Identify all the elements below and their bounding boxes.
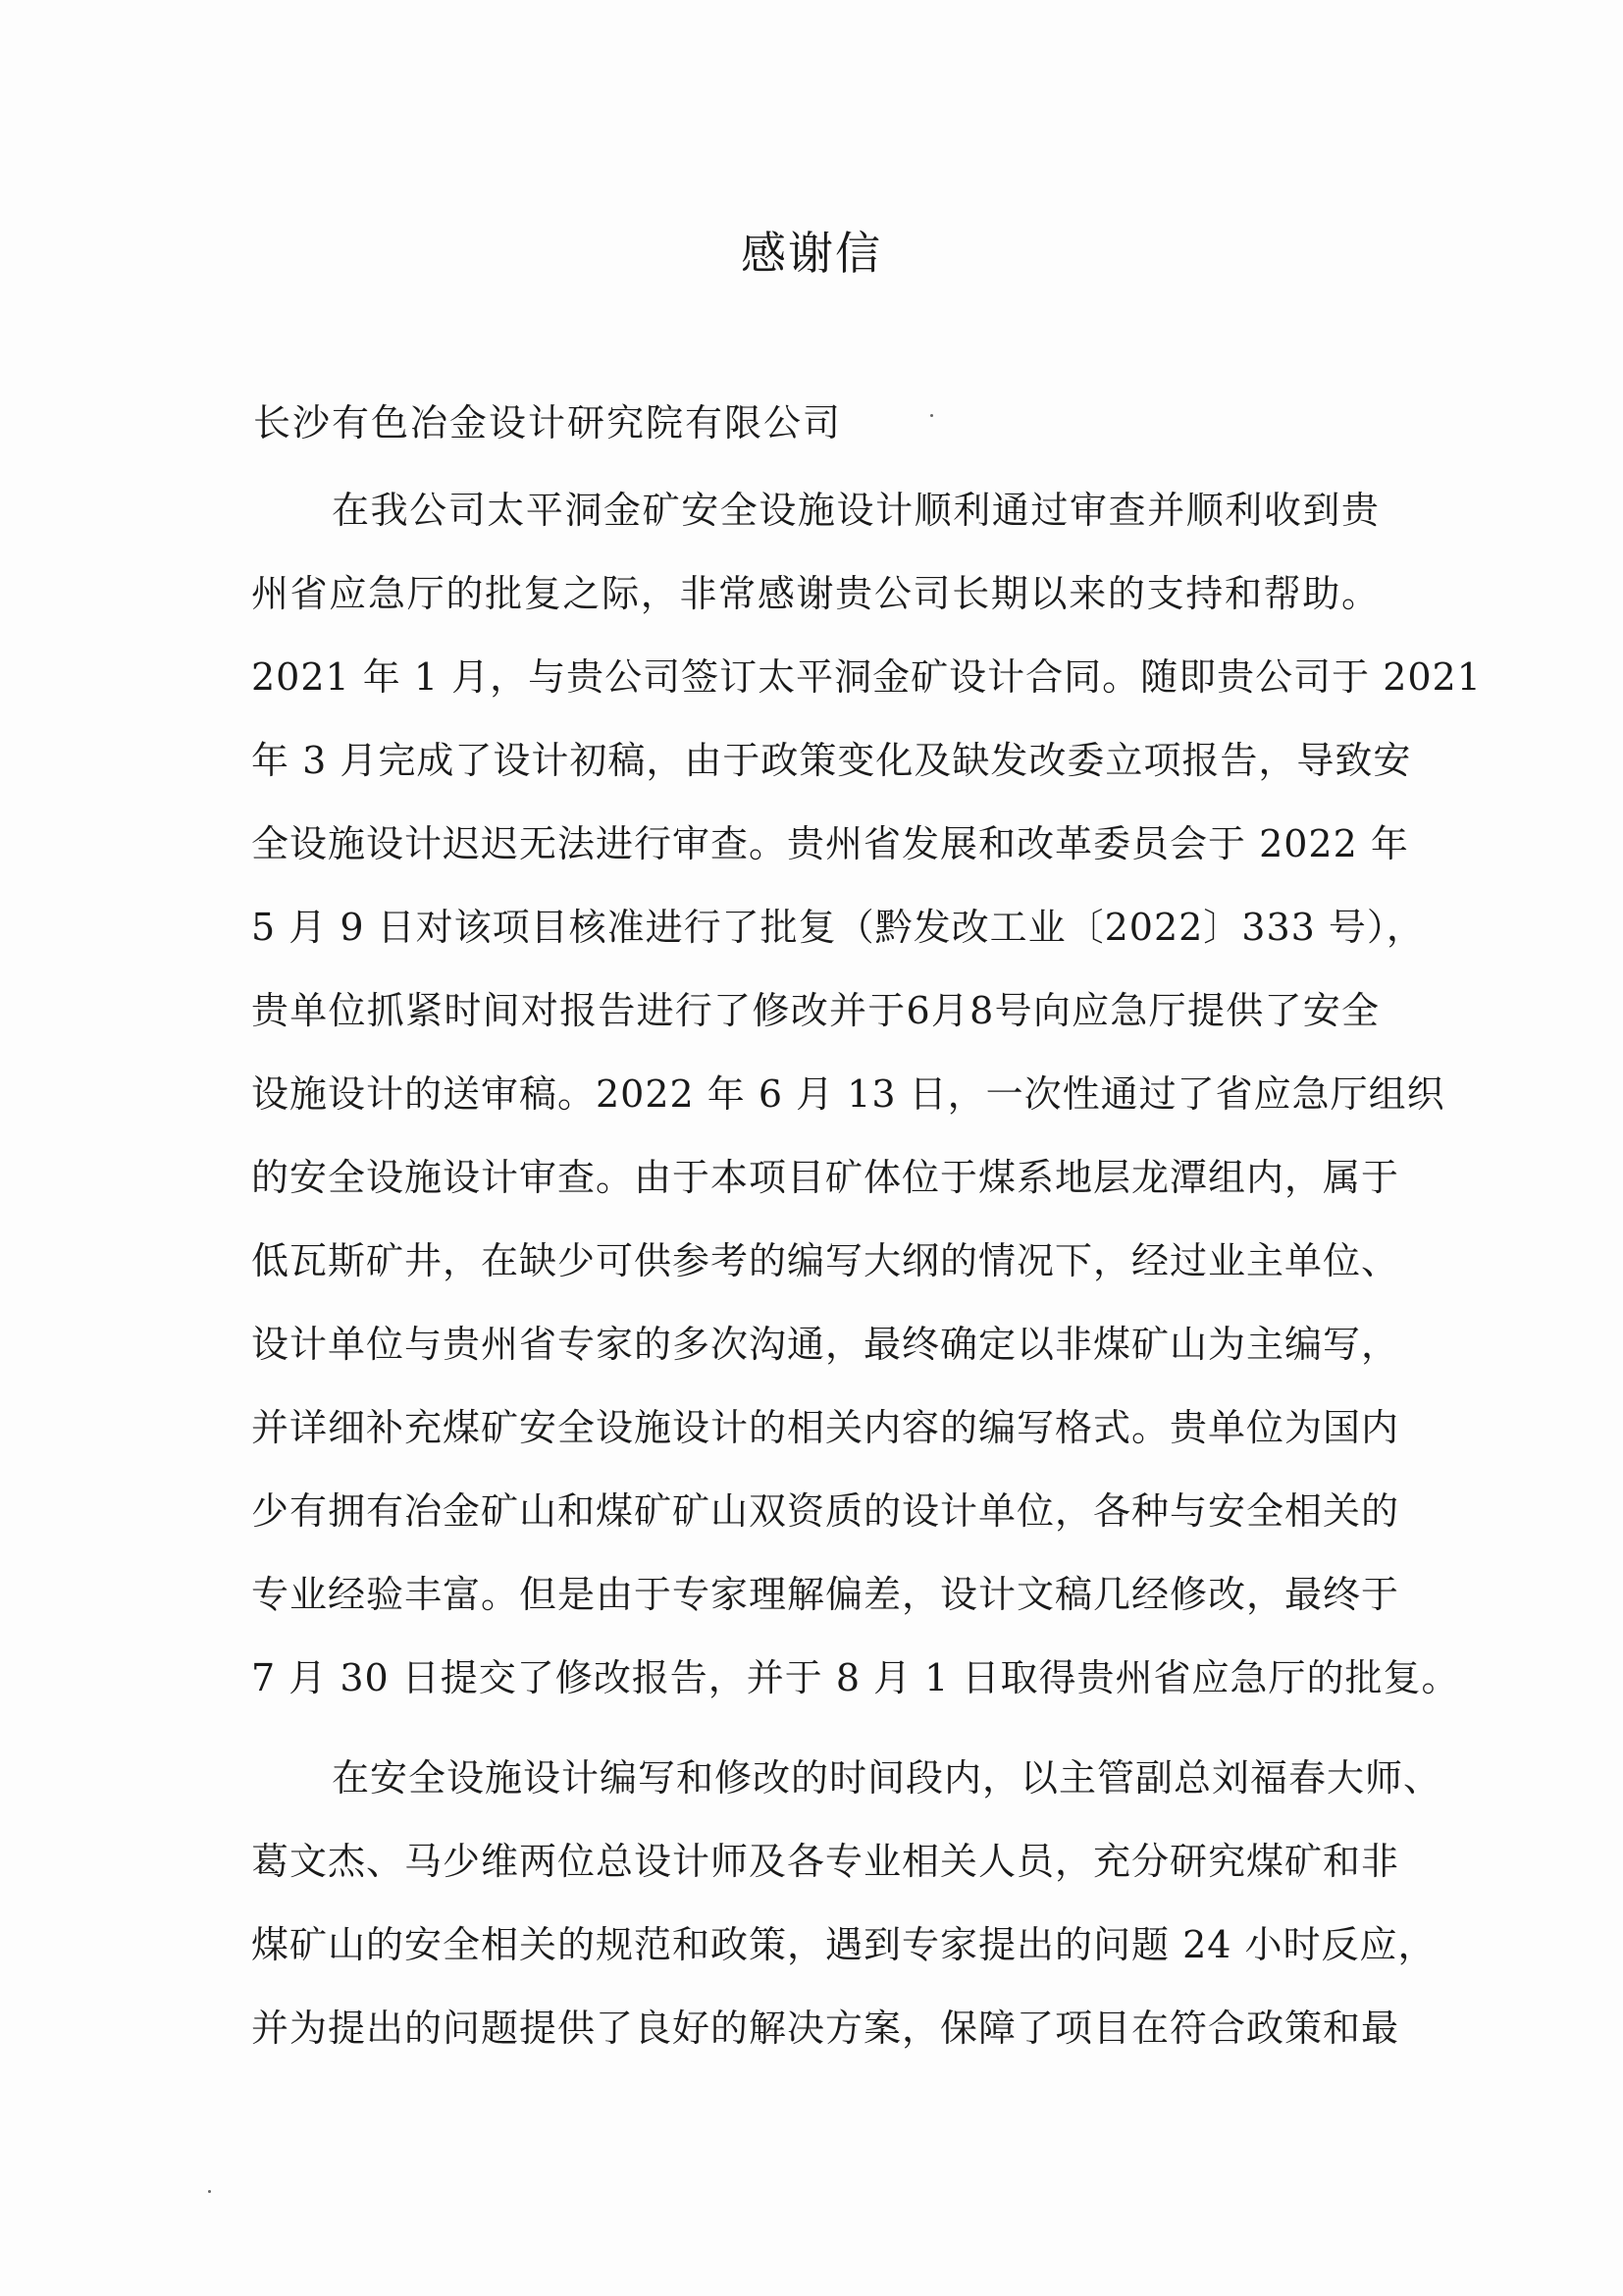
paragraph-line: 葛文杰、马少维两位总设计师及各专业相关人员，充分研究煤矿和非 xyxy=(251,1840,1400,1883)
paragraph-line: 贵单位抓紧时间对报告进行了修改并于6月8号向应急厅提供了安全 xyxy=(251,989,1380,1032)
paragraph-line: 设计单位与贵州省专家的多次沟通，最终确定以非煤矿山为主编写， xyxy=(251,1323,1400,1366)
scan-speck xyxy=(208,2190,211,2193)
paragraph-line: 州省应急厅的批复之际，非常感谢贵公司长期以来的支持和帮助。 xyxy=(251,572,1380,615)
letter-title: 感谢信 xyxy=(741,227,882,280)
paragraph-line: 并详细补充煤矿安全设施设计的相关内容的编写格式。贵单位为国内 xyxy=(251,1406,1400,1449)
paragraph-line: 全设施设计迟迟无法进行审查。贵州省发展和改革委员会于 2022 年 xyxy=(251,822,1409,865)
paragraph-line: 设施设计的送审稿。2022 年 6 月 13 日，一次性通过了省应急厅组织 xyxy=(251,1072,1445,1116)
letter-salutation: 长沙有色冶金设计研究院有限公司 xyxy=(253,401,843,444)
paragraph-line: 在安全设施设计编写和修改的时间段内，以主管副总刘福春大师、 xyxy=(332,1756,1442,1800)
paragraph-line: 专业经验丰富。但是由于专家理解偏差，设计文稿几经修改，最终于 xyxy=(251,1573,1400,1616)
paragraph-1 xyxy=(251,469,1482,1720)
paragraph-line: 的安全设施设计审查。由于本项目矿体位于煤系地层龙潭组内，属于 xyxy=(251,1156,1400,1199)
scan-speck xyxy=(930,414,933,417)
paragraph-line: 煤矿山的安全相关的规范和政策，遇到专家提出的问题 24 小时反应， xyxy=(251,1923,1437,1966)
paragraph-line: 并为提出的问题提供了良好的解决方案，保障了项目在符合政策和最 xyxy=(251,2007,1400,2050)
paragraph-line: 在我公司太平洞金矿安全设施设计顺利通过审查并顺利收到贵 xyxy=(332,489,1380,532)
paragraph-line: 少有拥有冶金矿山和煤矿矿山双资质的设计单位，各种与安全相关的 xyxy=(251,1489,1400,1533)
paragraph-line: 低瓦斯矿井，在缺少可供参考的编写大纲的情况下，经过业主单位、 xyxy=(251,1239,1400,1282)
paragraph-2 xyxy=(251,1737,1442,2070)
paragraph-line: 年 3 月完成了设计初稿，由于政策变化及缺发改委立项报告，导致安 xyxy=(251,739,1412,782)
paragraph-line: 5 月 9 日对该项目核准进行了批复（黔发改工业〔2022〕333 号）， xyxy=(251,906,1425,949)
paragraph-line: 2021 年 1 月，与贵公司签订太平洞金矿设计合同。随即贵公司于 2021 xyxy=(251,655,1482,699)
paragraph-line: 7 月 30 日提交了修改报告，并于 8 月 1 日取得贵州省应急厅的批复。 xyxy=(251,1656,1460,1699)
